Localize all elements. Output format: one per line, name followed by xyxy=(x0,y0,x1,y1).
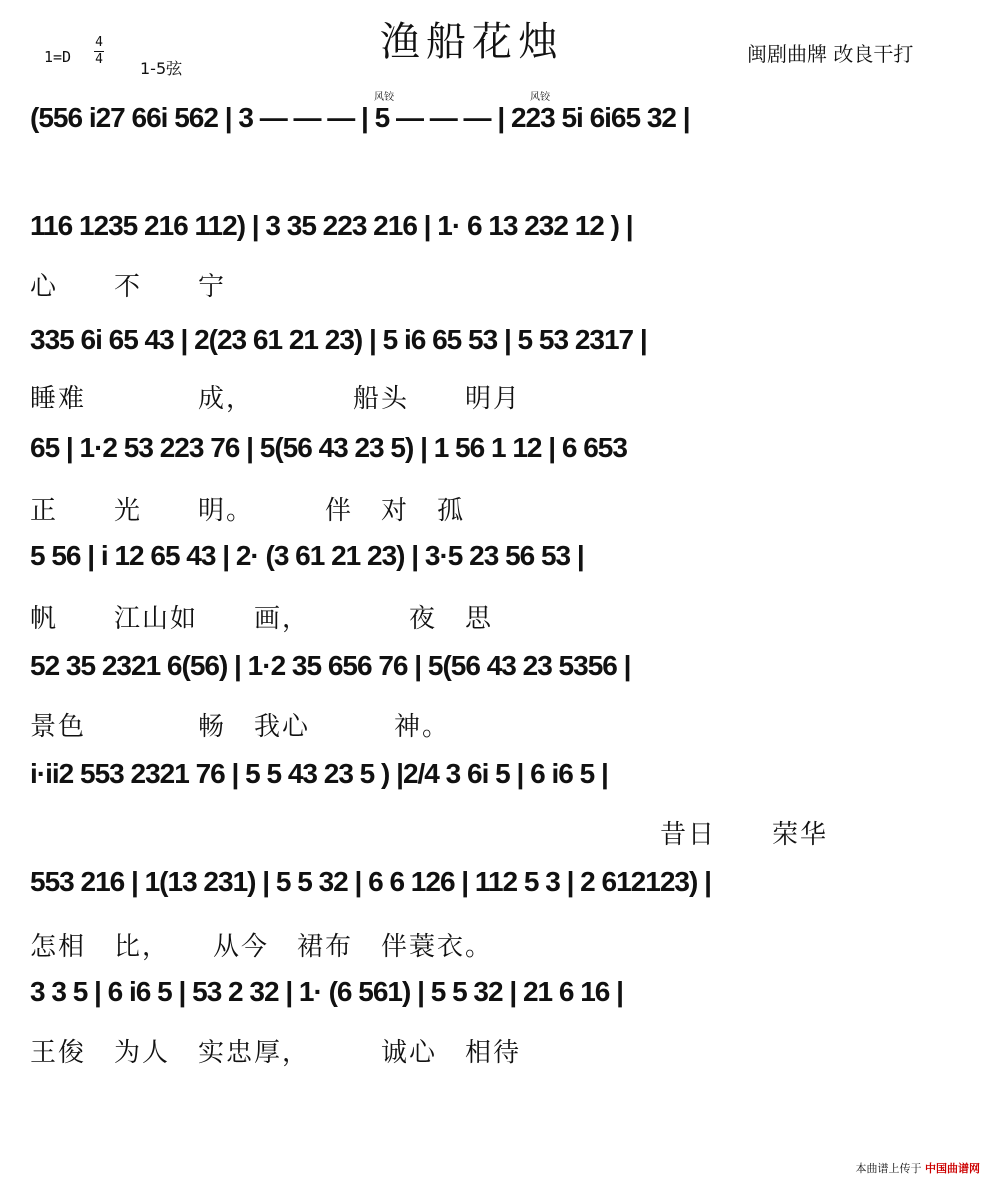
tuning: 1-5弦 xyxy=(140,59,183,78)
notation-row xyxy=(30,744,978,808)
notes: 553 216 | 1(13 231) | 5 5 32 | 6 6 126 | 112 5 3 | 2 612123) | xyxy=(30,866,711,897)
notation-row xyxy=(30,418,978,482)
lyric-line: 心 不 宁 xyxy=(30,272,227,302)
lyric-line: 睡难 成， 船头 明月 xyxy=(30,384,522,414)
notes: i·ii2 553 2321 76 | 5 5 43 23 5 ) |2/4 3 6i 5 | 6 i6 5 | xyxy=(30,758,608,789)
notation-row xyxy=(30,88,978,152)
lyric-line: 景色 畅 我心 神。 xyxy=(30,712,451,742)
footer xyxy=(856,1160,981,1176)
notes: (556 i27 66i 562 | 3 — — — | 5 — — — | 223 5i 6i65 32 | xyxy=(30,102,690,133)
notes: 5 56 | i 12 65 43 | 2· (3 61 21 23) | 3·5 23 56 53 | xyxy=(30,540,584,571)
page-title: 渔船花烛 xyxy=(380,19,564,65)
annotation-fengtong: 风铰 xyxy=(374,92,394,103)
notation-row xyxy=(30,636,978,700)
notes: 335 6i 65 43 | 2(23 61 21 23) | 5 i6 65 53 | 5 53 2317 | xyxy=(30,324,647,355)
lyric-line: 正 光 明。 伴 对 孤 xyxy=(30,496,466,526)
notes: 52 35 2321 6(56) | 1·2 35 656 76 | 5(56 43 23 5356 | xyxy=(30,650,631,681)
notation-row xyxy=(30,526,978,590)
time-top: 4 xyxy=(95,35,103,50)
annotation-fengtong: 风铰 xyxy=(530,92,550,103)
lyric-line: 昔日 荣华 xyxy=(660,820,829,850)
notation-row xyxy=(30,310,978,374)
composer: 闽剧曲牌 改良干打 xyxy=(747,42,914,66)
key-signature: 1=D xyxy=(44,48,72,66)
time-bottom: 4 xyxy=(95,52,103,67)
notes: 3 3 5 | 6 i6 5 | 53 2 32 | 1· (6 561) | 5 5 32 | 21 6 16 | xyxy=(30,976,623,1007)
notation-row xyxy=(30,196,978,260)
footer-upload-text: 本曲谱上传于 xyxy=(855,1162,922,1175)
lyric-line: 王俊 为人 实忠厚， 诚心 相待 xyxy=(30,1038,522,1068)
lyric-line: 怎相 比， 从今 裙布 伴蓑衣。 xyxy=(30,932,494,962)
notes: 65 | 1·2 53 223 76 | 5(56 43 23 5) | 1 56 1 12 | 6 653 xyxy=(30,432,627,463)
notation-row xyxy=(30,852,978,916)
time-signature xyxy=(94,36,104,67)
footer-brand[interactable]: 中国曲谱网 xyxy=(925,1162,980,1175)
notation-row xyxy=(30,962,978,1026)
notes: 116 1235 216 112) | 3 35 223 216 | 1· 6 13 232 12 ) | xyxy=(30,210,633,241)
lyric-line: 帆 江山如 画， 夜 思 xyxy=(30,604,494,634)
